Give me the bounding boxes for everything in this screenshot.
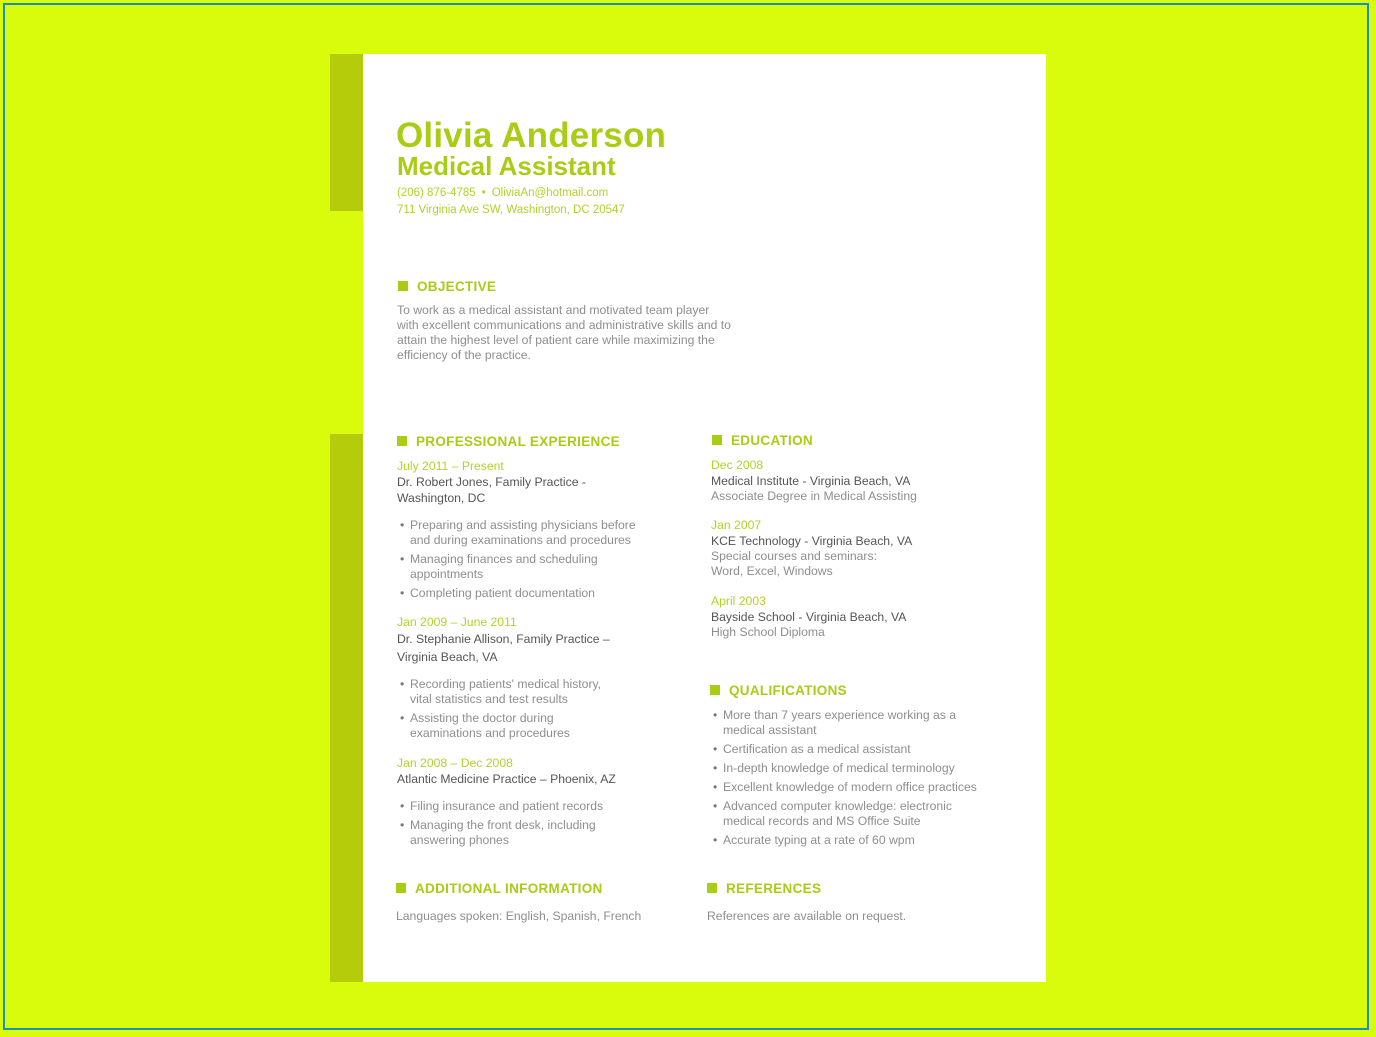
duty-item: • Managing finances and scheduling appointments [397, 552, 687, 582]
references-heading-label: REFERENCES [726, 881, 822, 896]
phone-number: (206) 876-4785 [397, 187, 476, 199]
education-school: Bayside School - Virginia Beach, VA [711, 610, 907, 624]
objective-heading-label: OBJECTIVE [417, 279, 497, 294]
job-employer: Washington, DC [397, 491, 486, 505]
section-square-icon [396, 883, 406, 893]
section-square-icon [712, 435, 722, 445]
job-title: Medical Assistant [397, 151, 616, 181]
candidate-name: Olivia Anderson [396, 116, 667, 155]
additional-heading [396, 881, 603, 896]
qualifications-heading-label: QUALIFICATIONS [729, 683, 847, 698]
job-duties [397, 799, 687, 848]
job-entry [397, 614, 687, 666]
education-detail: Associate Degree in Medical Assisting [711, 489, 917, 503]
job-employer: Dr. Stephanie Allison, Family Practice – [397, 632, 610, 646]
duty-item: • Recording patients' medical history, vital statistics and test results [397, 677, 687, 707]
separator-dot: • [481, 187, 486, 199]
duty-item: • Filing insurance and patient records [397, 799, 687, 814]
qualification-item: • More than 7 years experience working as a medical assistant [710, 708, 1030, 738]
job-date: Jan 2009 – June 2011 [397, 615, 517, 629]
education-entry [711, 593, 1011, 640]
objective-heading [398, 279, 496, 294]
email-address: OliviaAn@hotmail.com [491, 187, 609, 199]
duty-item: • Completing patient documentation [397, 586, 687, 601]
objective-line: with excellent communications and administrative skills and to [397, 318, 731, 332]
job-duties [397, 677, 687, 741]
education-date: Jan 2007 [711, 518, 762, 532]
street-address: 711 Virginia Ave SW, Washington, DC 20547 [397, 204, 625, 216]
job-employer: Atlantic Medicine Practice – Phoenix, AZ [397, 772, 616, 786]
education-entry [711, 517, 1011, 579]
qualification-item: • Certification as a medical assistant [710, 742, 1030, 757]
education-date: Dec 2008 [711, 458, 764, 472]
additional-text: Languages spoken: English, Spanish, French [396, 909, 642, 923]
section-square-icon [398, 281, 408, 291]
education-school: KCE Technology - Virginia Beach, VA [711, 534, 913, 548]
section-square-icon [707, 883, 717, 893]
experience-heading-label: PROFESSIONAL EXPERIENCE [416, 434, 620, 449]
education-entry [711, 457, 1011, 504]
references-text: References are available on request. [707, 909, 907, 923]
job-duties [397, 518, 687, 601]
education-date: April 2003 [711, 594, 766, 608]
additional-heading-label: ADDITIONAL INFORMATION [415, 881, 603, 896]
job-entry [397, 458, 687, 506]
job-employer: Dr. Robert Jones, Family Practice - [397, 475, 586, 489]
duty-item: • Assisting the doctor during examinations and procedures [397, 711, 687, 741]
contact-info [397, 185, 625, 219]
job-employer: Virginia Beach, VA [397, 650, 498, 664]
accent-bar-bottom [330, 434, 363, 982]
objective-text [397, 303, 731, 363]
education-school: Medical Institute - Virginia Beach, VA [711, 474, 911, 488]
job-date: Jan 2008 – Dec 2008 [397, 756, 513, 770]
objective-line: efficiency of the practice. [397, 348, 531, 362]
duty-item: • Managing the front desk, including answering phones [397, 818, 687, 848]
qualification-item: • Accurate typing at a rate of 60 wpm [710, 833, 1030, 848]
education-heading [712, 433, 813, 448]
objective-line: To work as a medical assistant and motivated team player [397, 303, 710, 317]
education-detail: High School Diploma [711, 625, 825, 639]
education-heading-label: EDUCATION [731, 433, 813, 448]
education-detail: Special courses and seminars: [711, 549, 877, 563]
job-entry [397, 755, 687, 787]
experience-heading [397, 434, 620, 449]
section-square-icon [397, 436, 407, 446]
education-detail: Word, Excel, Windows [711, 564, 833, 578]
job-date: July 2011 – Present [397, 459, 504, 473]
objective-line: attain the highest level of patient care while maximizing the [397, 333, 715, 347]
qualifications-list [710, 708, 1030, 848]
qualification-item: • Excellent knowledge of modern office practices [710, 780, 1030, 795]
references-heading [707, 881, 821, 896]
qualifications-heading [710, 683, 847, 698]
qualification-item: • Advanced computer knowledge: electronic medical records and MS Office Suite [710, 799, 1030, 829]
section-square-icon [710, 685, 720, 695]
qualification-item: • In-depth knowledge of medical terminology [710, 761, 1030, 776]
duty-item: • Preparing and assisting physicians before and during examinations and procedures [397, 518, 687, 548]
accent-bar-top [330, 54, 363, 211]
